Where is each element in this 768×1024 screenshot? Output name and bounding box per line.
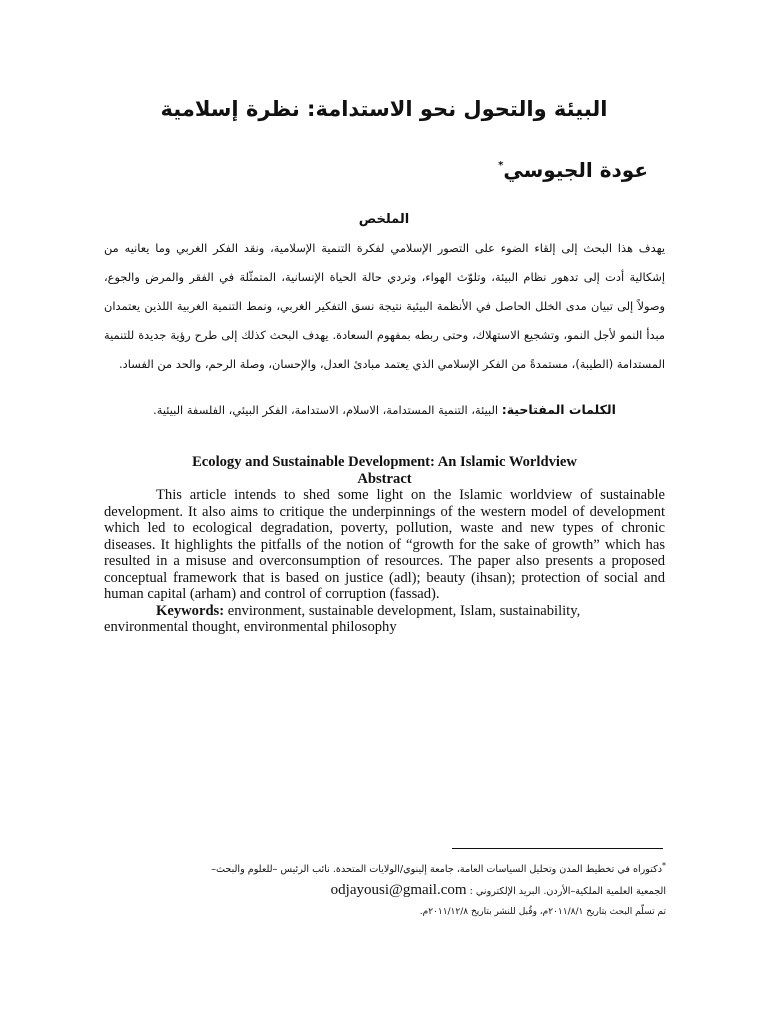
arabic-abstract: يهدف هذا البحث إلى إلقاء الضوء على التصور الإسلامي لفكرة التنمية الإسلامية، ونقد الفكر الغربي وما يعانيه من إشكالية أدت إلى تدهور نظام البيئة، وتلوّث الهواء، وتردي حالة الحياة الإنسانية، المتمثّلة في الفقر والمرض والجوع، وصولاً إلى تبيان مدى الخلل الحاصل في الأنظمة البيئية نتيجة نسق التفكير الغربي، ونمط التنمية الغربية اللذين يعتمدان مبدأ النمو لأجل النمو، وتشجيع الاستهلاك، وحتى ربطه بمفهوم السعادة. يهدف البحث كذلك إلى طرح رؤية جديدة للتنمية المستدامة (الطيبة)، مستمدةً من الفكر الإسلامي الذي يعتمد مبادئ العدل، والإحسان، وصلة الرحم، والحد من الفساد. (104, 241, 665, 371)
english-abstract-heading: Abstract (357, 470, 412, 487)
english-keywords-label: Keywords: (156, 602, 225, 619)
footnote-affiliation: دكتوراه في تخطيط المدن وتحليل السياسات العامة، جامعة إلينوي/الولايات المتحدة. نائب الرئيس –للعلوم والبحث– (211, 864, 662, 876)
footnote-line-2 (100, 880, 666, 902)
footnotes (100, 856, 666, 922)
arabic-keywords-list: البيئة، التنمية المستدامة، الاسلام، الاستدامة، الفكر البيئي، الفلسفة البيئية. (153, 403, 502, 417)
english-section (104, 454, 665, 636)
arabic-title: البيئة والتحول نحو الاستدامة: نظرة إسلامية (160, 97, 608, 121)
footnote-divider (452, 848, 663, 849)
author-email: odjayousi@gmail.com (330, 882, 467, 899)
footnote-dates: تم تسلّم البحث بتاريخ ٢٠١١/٨/١م، وقُبل للنشر بتاريخ ٢٠١١/١٢/٨م. (419, 907, 666, 918)
footnote-line-1 (100, 856, 666, 880)
english-title: Ecology and Sustainable Development: An Islamic Worldview (192, 454, 577, 470)
arabic-author (498, 156, 648, 184)
arabic-keywords (104, 398, 665, 422)
arabic-keywords-label: الكلمات المفتاحية: (501, 402, 616, 417)
english-keywords-list: environment, sustainable development, Islam, sustainability, environmental thought, environmental philosophy (104, 602, 581, 635)
footnote-society: الجمعية العلمية الملكية–الأردن. البريد الإلكتروني : (469, 886, 666, 898)
arabic-abstract-heading: الملخص (358, 212, 410, 227)
author-footnote-marker: * (498, 160, 504, 171)
english-abstract: This article intends to shed some light on the Islamic worldview of sustainable development. It also aims to critique the underpinnings of the western model of development which led to ecological degradation, poverty, pollution, waste and new types of chronic diseases. It highlights the pitfalls of the notion of “growth for the sake of growth” which has resulted in a misuse and overconsumption of resources. The paper also presents a proposed conceptual framework that is based on justice (adl); beauty (ihsan); protection of social and human capital (arham) and control of corruption (fassad). (104, 487, 665, 602)
author-name: عودة الجيوسي (503, 158, 648, 182)
english-keywords (104, 603, 665, 636)
footnote-marker: * (662, 861, 666, 870)
